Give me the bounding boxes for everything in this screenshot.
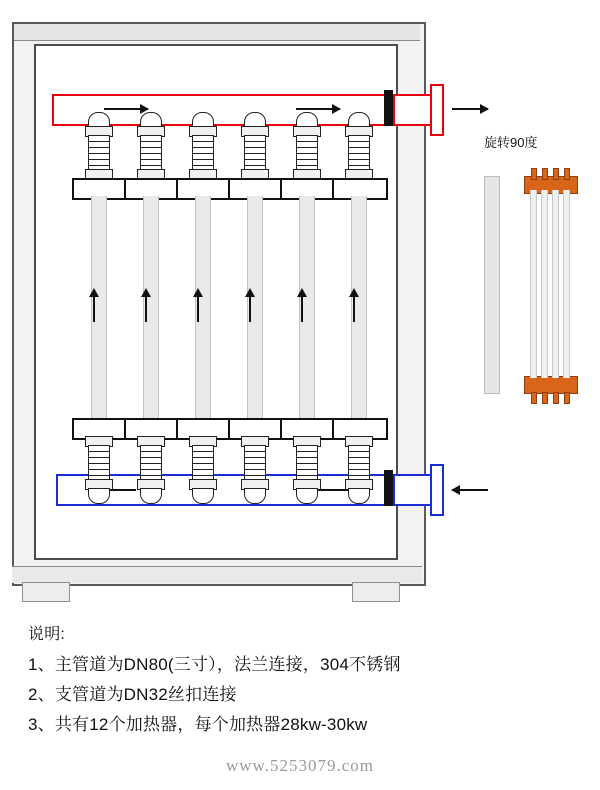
- detail-side-plate: [484, 176, 500, 394]
- red-flange-joint: [384, 90, 393, 126]
- detail-pin-bottom-4: [564, 392, 570, 404]
- detail-pin-top-1: [531, 168, 537, 180]
- blue-flange-joint: [384, 470, 393, 506]
- heater-bellows-bottom-5: [296, 445, 318, 481]
- heater-bellows-bottom-1: [88, 445, 110, 481]
- note-item-1: 1、主管道为DN80(三寸），法兰连接，304不锈钢: [28, 655, 401, 674]
- blue-end-flange: [430, 464, 444, 516]
- notes-block: [28, 620, 568, 740]
- detail-tube-2: [541, 190, 548, 378]
- rotation-note-label: 旋转90度: [484, 135, 538, 150]
- detail-tube-1: [530, 190, 537, 378]
- detail-pin-bottom-3: [553, 392, 559, 404]
- heater-bellows-top-4: [244, 135, 266, 171]
- detail-pin-top-4: [564, 168, 570, 180]
- red-end-flange: [430, 84, 444, 136]
- heater-bellows-bottom-4: [244, 445, 266, 481]
- heater-bellows-bottom-2: [140, 445, 162, 481]
- heater-bellows-bottom-6: [348, 445, 370, 481]
- detail-pin-top-2: [542, 168, 548, 180]
- heater-bellows-top-5: [296, 135, 318, 171]
- note-item-3: 3、共有12个加热器，每个加热器28kw-30kw: [28, 715, 368, 734]
- notes-heading: 说明:: [28, 626, 66, 643]
- cabinet-foot-right: [352, 582, 400, 602]
- cabinet-foot-left: [22, 582, 70, 602]
- watermark: www.5253079.com: [226, 756, 374, 775]
- heater-bellows-top-1: [88, 135, 110, 171]
- heater-bellows-top-6: [348, 135, 370, 171]
- detail-pin-top-3: [553, 168, 559, 180]
- detail-pin-bottom-2: [542, 392, 548, 404]
- heater-bellows-top-3: [192, 135, 214, 171]
- heater-bellows-bottom-3: [192, 445, 214, 481]
- detail-tube-3: [552, 190, 559, 378]
- cabinet-base: [12, 566, 422, 583]
- detail-tube-4: [563, 190, 570, 378]
- cabinet-top-band: [14, 24, 420, 41]
- detail-pin-bottom-1: [531, 392, 537, 404]
- heater-bellows-top-2: [140, 135, 162, 171]
- note-item-2: 2、支管道为DN32丝扣连接: [28, 685, 237, 704]
